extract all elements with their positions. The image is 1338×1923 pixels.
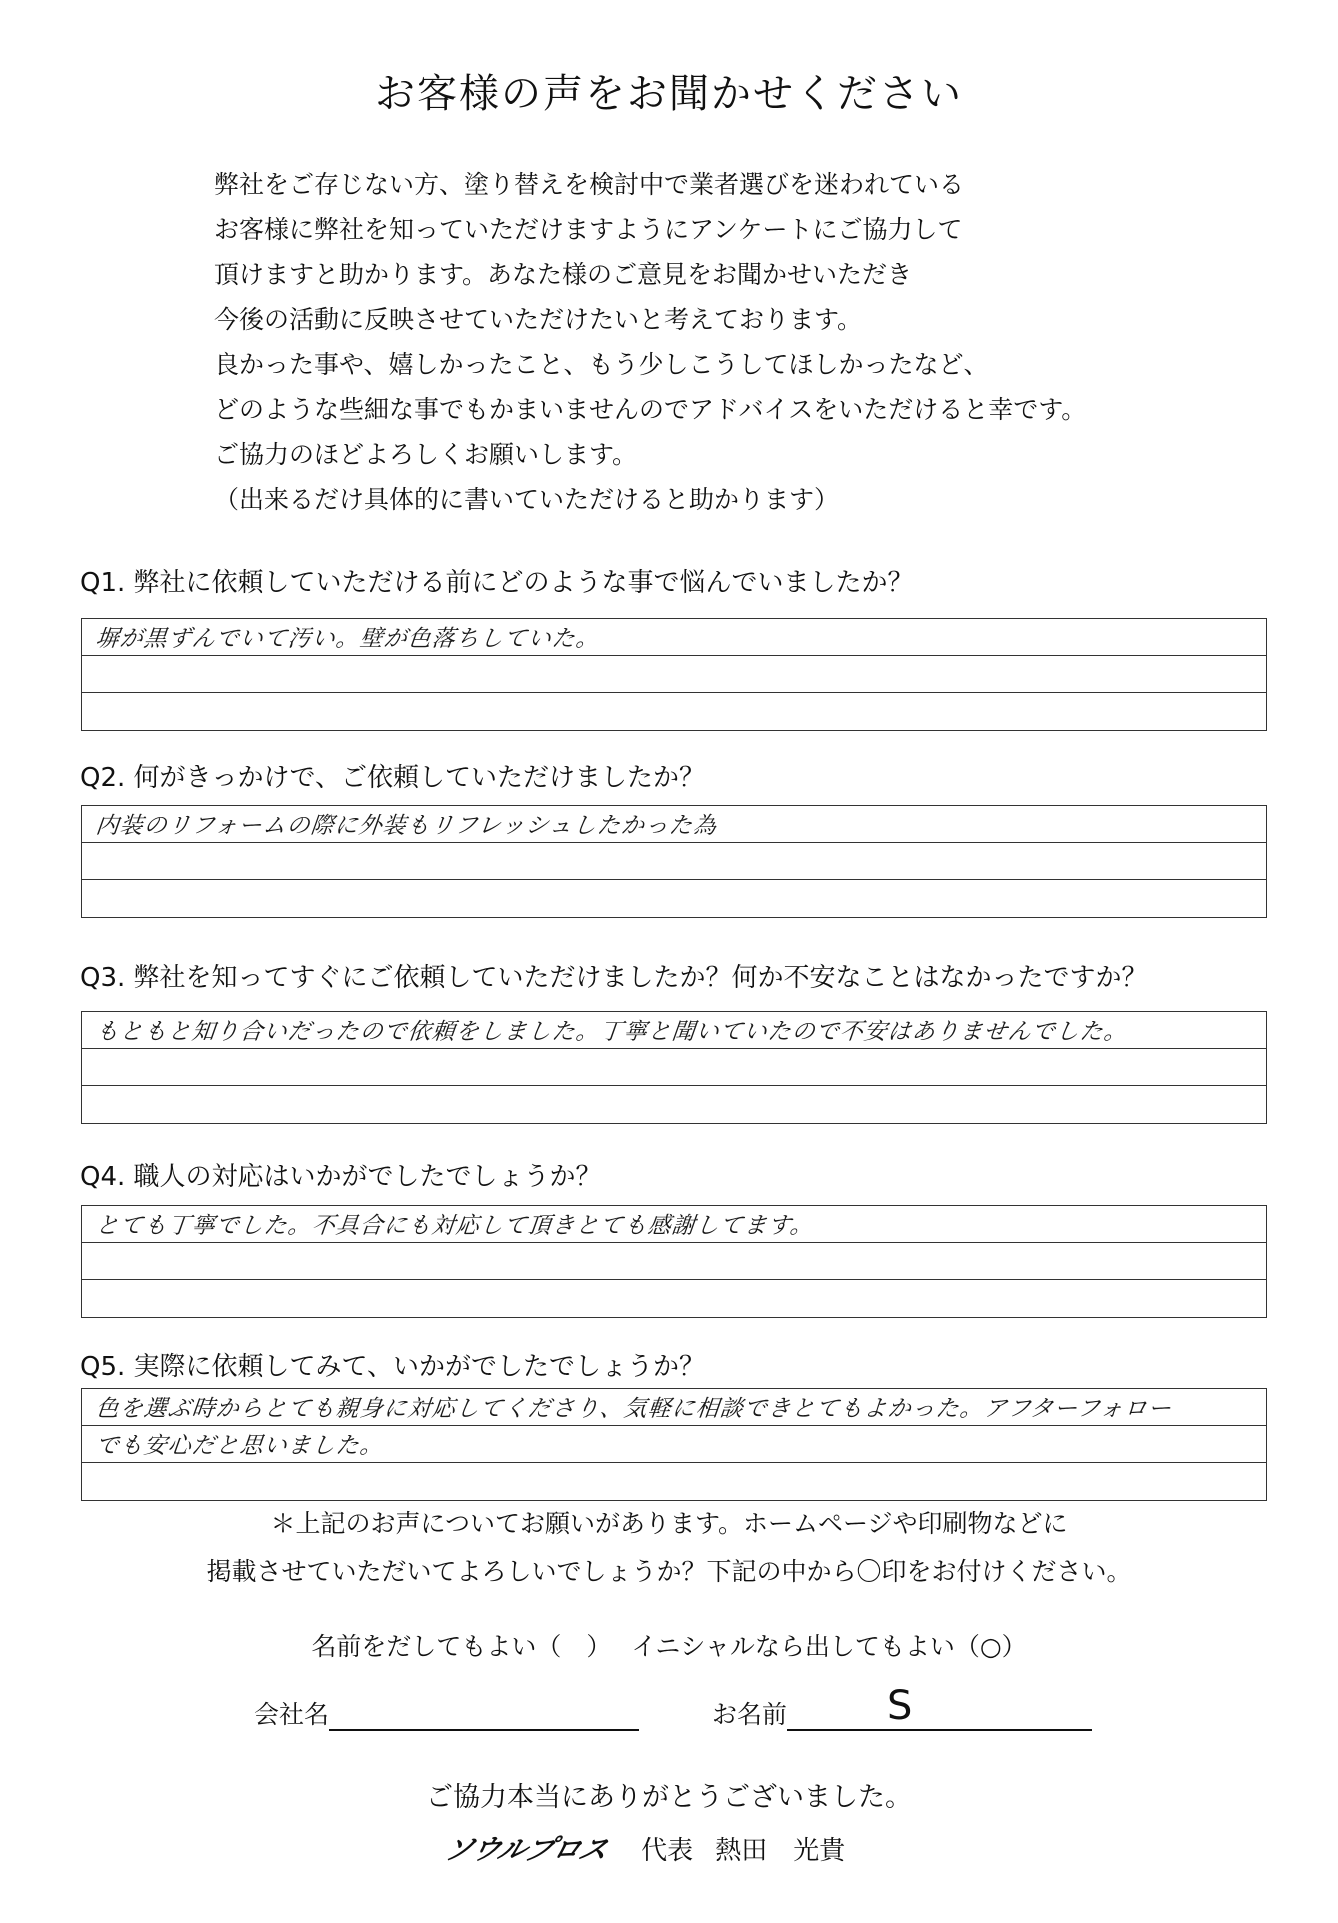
- question-3-answer-box[interactable]: [81, 1011, 1267, 1124]
- publish-request-note: ＊上記のお声についてお願いがあります。ホームページや印刷物などに: [270, 1509, 1068, 1538]
- answer-line: [82, 1049, 1266, 1086]
- intro-line: 今後の活動に反映させていただけたいと考えております。: [214, 305, 863, 334]
- intro-line: ご協力のほどよろしくお願いします。: [214, 440, 638, 469]
- answer-line: [82, 1012, 1266, 1049]
- answer-line: [82, 1280, 1266, 1317]
- answer-line: [82, 1243, 1266, 1280]
- representative-title: 代表: [641, 1835, 694, 1866]
- intro-line: （出来るだけ具体的に書いていただけると助かります）: [214, 485, 840, 514]
- publish-request-note: 掲載させていただいてよろしいでしょうか？下記の中から〇印をお付けください。: [206, 1557, 1132, 1586]
- page-title: お客様の声をお聞かせください: [375, 71, 963, 117]
- company-field: [254, 1695, 639, 1731]
- name-label: お名前: [712, 1700, 788, 1729]
- question-1-label: Q1. 弊社に依頼していただける前にどのような事で悩んでいましたか？: [80, 568, 914, 598]
- answer-line: [82, 1206, 1266, 1243]
- consent-initial-option[interactable]: イニシャルなら出してもよい（○）: [631, 1632, 1027, 1661]
- representative-name: 熱田 光貴: [715, 1835, 846, 1866]
- intro-line: 良かった事や、嬉しかったこと、もう少しこうしてほしかったなど、: [214, 350, 989, 379]
- intro-line: 頂けますと助かります。あなた様のご意見をお聞かせいただき: [214, 260, 913, 289]
- name-field: [712, 1683, 1092, 1731]
- handwritten-answer: 色を選ぶ時からとても親身に対応してくださり、気軽に相談できとてもよかった。アフターフォロー: [94, 1396, 1174, 1422]
- handwritten-answer: とても丁寧でした。不具合にも対応して頂きとても感謝してます。: [94, 1213, 816, 1239]
- answer-line: [82, 1426, 1266, 1463]
- question-5-answer-box[interactable]: [81, 1388, 1267, 1501]
- intro-line: お客様に弊社を知っていただけますようにアンケートにご協力して: [214, 215, 963, 244]
- answer-line: [82, 1389, 1266, 1426]
- consent-options: [0, 1627, 1338, 1663]
- company-label: 会社名: [254, 1700, 330, 1729]
- company-logo: ソウルプロス: [440, 1833, 613, 1866]
- handwritten-answer: もともと知り合いだったので依頼をしました。丁寧と聞いていたので不安はありませんでした。: [94, 1019, 1130, 1045]
- answer-line: [82, 1463, 1266, 1500]
- handwritten-answer: 内装のリフォームの際に外装もリフレッシュしたかった為: [94, 813, 719, 839]
- question-2-answer-box[interactable]: [81, 805, 1267, 918]
- thanks-message: ご協力本当にありがとうございました。: [426, 1782, 912, 1813]
- question-5-label: Q5. 実際に依頼してみて、いかがでしたでしょうか？: [80, 1352, 706, 1382]
- answer-line: [82, 880, 1266, 917]
- company-input[interactable]: [329, 1695, 639, 1731]
- answer-line: [82, 806, 1266, 843]
- answer-line: [82, 656, 1266, 693]
- handwritten-answer: でも安心だと思いました。: [94, 1433, 386, 1459]
- intro-line: どのような些細な事でもかまいませんのでアドバイスをいただけると幸です。: [214, 395, 1087, 424]
- question-4-answer-box[interactable]: [81, 1205, 1267, 1318]
- answer-line: [82, 1086, 1266, 1123]
- answer-line: [82, 843, 1266, 880]
- question-4-label: Q4. 職人の対応はいかがでしたでしょうか？: [80, 1162, 602, 1192]
- name-value: S: [887, 1683, 913, 1729]
- handwritten-answer: 塀が黒ずんでいて汚い。壁が色落ちしていた。: [94, 626, 602, 652]
- answer-line: [82, 619, 1266, 656]
- name-input[interactable]: [787, 1683, 1092, 1731]
- question-1-answer-box[interactable]: [81, 618, 1267, 731]
- intro-text: [214, 162, 1214, 522]
- consent-name-option[interactable]: 名前をだしてもよい（ ）: [311, 1632, 612, 1661]
- question-2-label: Q2. 何がきっかけで、ご依頼していただけましたか？: [80, 763, 706, 793]
- question-3-label: Q3. 弊社を知ってすぐにご依頼していただけましたか？何か不安なことはなかったですか？: [80, 963, 1148, 993]
- footer-signature: [440, 1828, 846, 1868]
- intro-line: 弊社をご存じない方、塗り替えを検討中で業者選びを迷われている: [214, 170, 965, 199]
- answer-line: [82, 693, 1266, 730]
